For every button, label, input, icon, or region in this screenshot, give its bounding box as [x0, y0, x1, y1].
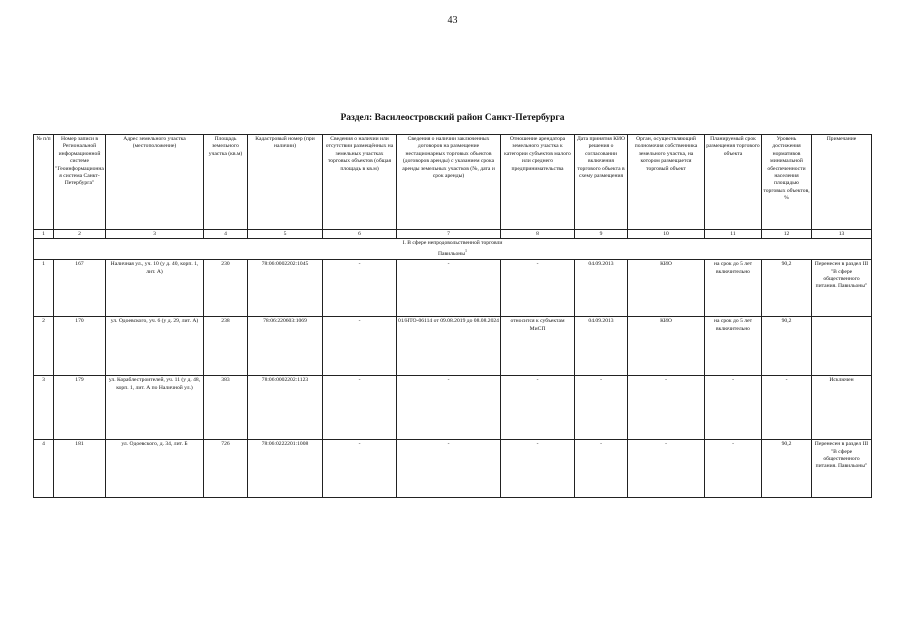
column-number: 4 — [204, 230, 248, 239]
cell-organ: КИО — [628, 317, 705, 376]
header-cell: Площадь земельного участка (кв.м) — [204, 135, 248, 230]
cell-level: - — [762, 376, 812, 440]
column-number-row — [34, 230, 872, 239]
cell-record: 179 — [54, 376, 106, 440]
column-number: 3 — [106, 230, 204, 239]
column-number: 12 — [762, 230, 812, 239]
column-number: 2 — [54, 230, 106, 239]
cell-area: 383 — [204, 376, 248, 440]
cell-contracts: - — [397, 440, 501, 498]
cell-contracts: - — [397, 260, 501, 317]
cell-contracts: 01/НТО-06114 от 09.08.2019 до 08.08.2024 — [397, 317, 501, 376]
cell-area: 238 — [204, 317, 248, 376]
footnote-mark: 1 — [465, 248, 468, 253]
column-number: 10 — [628, 230, 705, 239]
cell-term: на срок до 5 лет включительно — [705, 317, 762, 376]
cell-objects: - — [323, 440, 397, 498]
section-heading: I. В сфере непродовольственной торговли — [34, 239, 872, 249]
column-number: 13 — [812, 230, 872, 239]
cell-level: 90,2 — [762, 440, 812, 498]
cell-area: 230 — [204, 260, 248, 317]
cell-note — [812, 317, 872, 376]
column-number: 11 — [705, 230, 762, 239]
cell-organ: КИО — [628, 260, 705, 317]
cell-address: ул. Одоевского, уч. 6 (у д. 29, лит. А) — [106, 317, 204, 376]
header-cell: Номер записи в Региональной информационной системе "Геоинформационная система Санкт-Петербурга" — [54, 135, 106, 230]
cell-objects: - — [323, 260, 397, 317]
cell-record: 181 — [54, 440, 106, 498]
section-subheading: Павильоны — [437, 250, 466, 257]
header-cell: Уровень достижения нормативов минимальной обеспеченности населения площадью торговых объектов, % — [762, 135, 812, 230]
column-number: 6 — [323, 230, 397, 239]
cell-no: 3 — [34, 376, 54, 440]
cell-term: - — [705, 440, 762, 498]
cell-no: 2 — [34, 317, 54, 376]
cell-date: - — [575, 440, 628, 498]
table-row — [34, 260, 872, 317]
cell-organ: - — [628, 376, 705, 440]
cell-date: 04.09.2013 — [575, 317, 628, 376]
section-heading-row — [34, 239, 872, 249]
cell-date: 04.09.2013 — [575, 260, 628, 317]
header-cell: Кадастровый номер (при наличии) — [248, 135, 323, 230]
cell-sme: - — [501, 376, 575, 440]
cell-level: 90,2 — [762, 260, 812, 317]
cell-no: 4 — [34, 440, 54, 498]
cell-sme: относится к субъектам МиСП — [501, 317, 575, 376]
cell-cadastral: 78:06:0222201:1008 — [248, 440, 323, 498]
column-number: 8 — [501, 230, 575, 239]
cell-date: - — [575, 376, 628, 440]
column-number: 1 — [34, 230, 54, 239]
header-cell: № п/п — [34, 135, 54, 230]
cell-cadastral: 78:06:0002202:1123 — [248, 376, 323, 440]
table-row — [34, 317, 872, 376]
header-cell: Сведения о наличии или отсутствии размещённых на земельных участках торговых объектов (общая площадь в кв.м) — [323, 135, 397, 230]
cell-sme: - — [501, 440, 575, 498]
page-number: 43 — [447, 15, 458, 26]
section-title: Раздел: Василеостровский район Санкт-Петербурга — [340, 113, 565, 123]
column-number: 9 — [575, 230, 628, 239]
cell-level: 90,2 — [762, 317, 812, 376]
header-cell: Планируемый срок размещения торгового объекта — [705, 135, 762, 230]
cell-term: - — [705, 376, 762, 440]
cell-objects: - — [323, 376, 397, 440]
header-row — [34, 135, 872, 230]
placement-scheme-table — [33, 134, 872, 498]
section-subheading-cell — [34, 248, 872, 260]
table-row — [34, 376, 872, 440]
cell-cadastral: 78:06:220603:1069 — [248, 317, 323, 376]
table-row — [34, 440, 872, 498]
column-number: 5 — [248, 230, 323, 239]
section-subheading-row — [34, 248, 872, 260]
column-number: 7 — [397, 230, 501, 239]
cell-address: ул. Одоевского, д. 34, лит. Б — [106, 440, 204, 498]
header-cell: Дата принятия КИО решения о согласовании включения торгового объекта в схему размещения — [575, 135, 628, 230]
cell-objects: - — [323, 317, 397, 376]
cell-note: Перенесен в раздел III "В сфере общественного питания. Павильоны" — [812, 260, 872, 317]
header-cell: Сведения о наличии заключенных договоров на размещение нестационарных торговых объектов (договоров аренды) с указанием срока аренды земельных участков (№, дата и срок аренды) — [397, 135, 501, 230]
header-cell: Отношение арендатора земельного участка к категории субъектов малого или среднего предпринимательства — [501, 135, 575, 230]
header-cell: Примечание — [812, 135, 872, 230]
cell-note: Перенесен в раздел III "В сфере общественного питания. Павильоны" — [812, 440, 872, 498]
header-cell: Орган, осуществляющий полномочия собственника земельного участка, на котором размещается торговый объект — [628, 135, 705, 230]
cell-note: Исключен — [812, 376, 872, 440]
cell-term: на срок до 5 лет включительно — [705, 260, 762, 317]
cell-sme: - — [501, 260, 575, 317]
cell-no: 1 — [34, 260, 54, 317]
cell-record: 167 — [54, 260, 106, 317]
cell-record: 170 — [54, 317, 106, 376]
cell-area: 726 — [204, 440, 248, 498]
cell-cadastral: 78:06:0002202:1045 — [248, 260, 323, 317]
cell-address: ул. Кораблестроителей, уч. 11 (у д. 48, корп. 1, лит. А по Наличной ул.) — [106, 376, 204, 440]
cell-contracts: - — [397, 376, 501, 440]
cell-organ: - — [628, 440, 705, 498]
cell-address: Наличная ул., уч. 10 (у д. 40, корп. 1, лит. А) — [106, 260, 204, 317]
header-cell: Адрес земельного участка (местоположение) — [106, 135, 204, 230]
